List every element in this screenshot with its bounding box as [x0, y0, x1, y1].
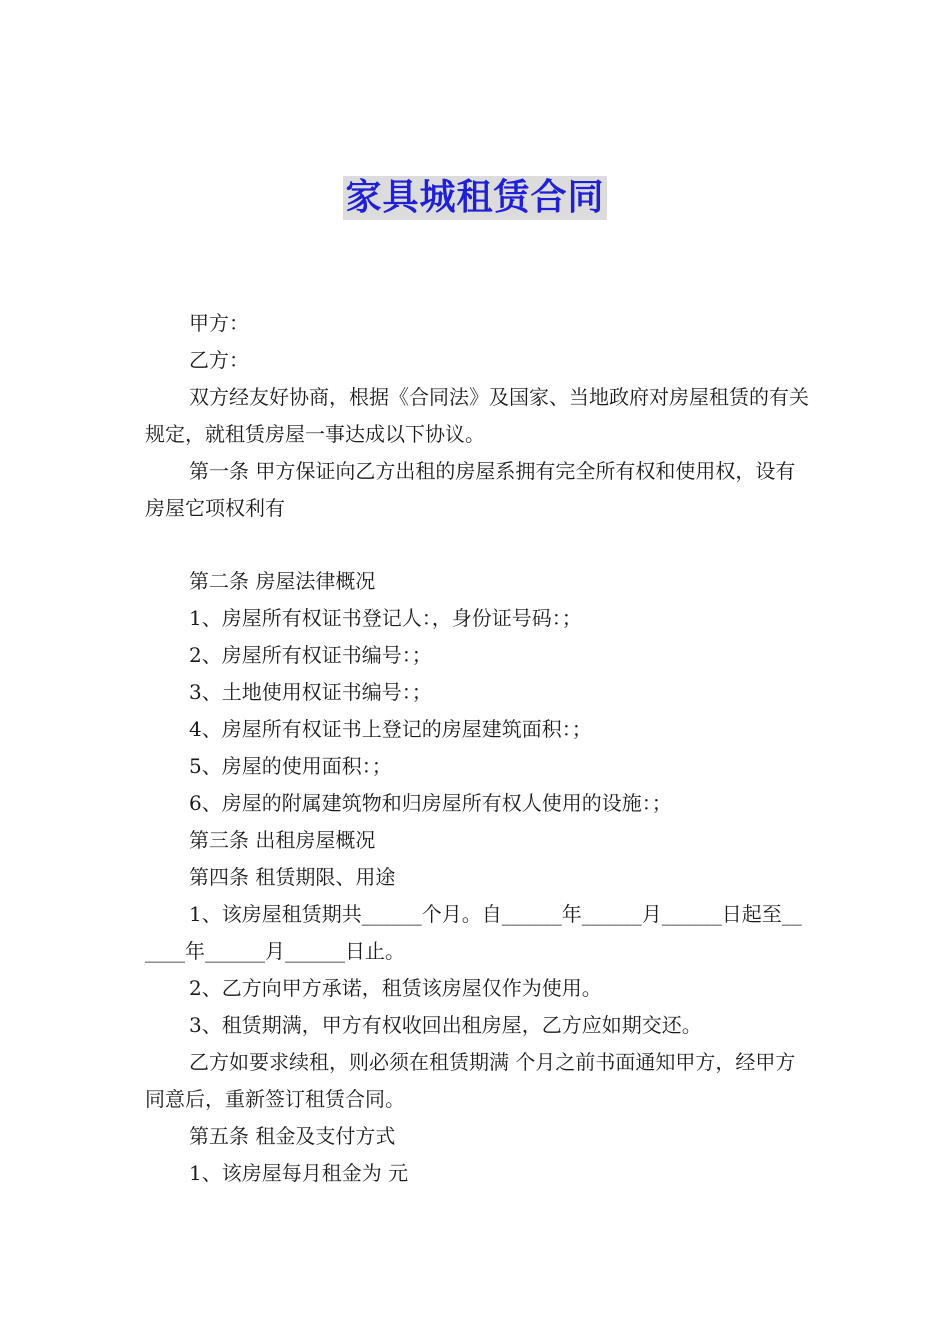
article-4-item-1: 1、该房屋租赁期共______个月。自______年______月______日起至______年______月______日止。	[145, 902, 802, 963]
paragraph-gap	[145, 527, 810, 563]
article-2-heading: 第二条 房屋法律概况	[189, 569, 376, 593]
party-a-line: 甲方：	[189, 311, 249, 335]
article-2-item-1: 1、房屋所有权证书登记人：，身份证号码：；	[189, 606, 582, 630]
article-5-item-1: 1、该房屋每月租金为 元	[189, 1161, 409, 1185]
article-1-paragraph: 第一条 甲方保证向乙方出租的房屋系拥有完全所有权和使用权，设有房屋它项权利有	[145, 459, 796, 520]
renewal-paragraph: 乙方如要求续租，则必须在租赁期满 个月之前书面通知甲方，经甲方同意后，重新签订租赁合同。	[145, 1050, 796, 1111]
article-2-item-2: 2、房屋所有权证书编号：；	[189, 643, 432, 667]
article-2-item-4: 4、房屋所有权证书上登记的房屋建筑面积：；	[189, 717, 592, 741]
preamble-paragraph: 双方经友好协商，根据《合同法》及国家、当地政府对房屋租赁的有关规定，就租赁房屋一事达成以下协议。	[145, 385, 809, 446]
title-wrapper	[0, 176, 950, 220]
article-2-item-3: 3、土地使用权证书编号：；	[189, 680, 432, 704]
article-2-item-5: 5、房屋的使用面积：；	[189, 754, 392, 778]
party-b-line: 乙方：	[189, 348, 249, 372]
article-4-heading: 第四条 租赁期限、用途	[189, 865, 396, 889]
document-title: 家具城租赁合同	[345, 177, 605, 218]
article-3-heading: 第三条 出租房屋概况	[189, 828, 376, 852]
article-4-item-3: 3、租赁期满，甲方有权收回出租房屋，乙方应如期交还。	[189, 1013, 702, 1037]
article-4-item-2: 2、乙方向甲方承诺，租赁该房屋仅作为使用。	[189, 976, 602, 1000]
document-body	[145, 305, 810, 1192]
article-2-item-6: 6、房屋的附属建筑物和归房屋所有权人使用的设施：；	[189, 791, 672, 815]
article-5-heading: 第五条 租金及支付方式	[189, 1124, 396, 1148]
